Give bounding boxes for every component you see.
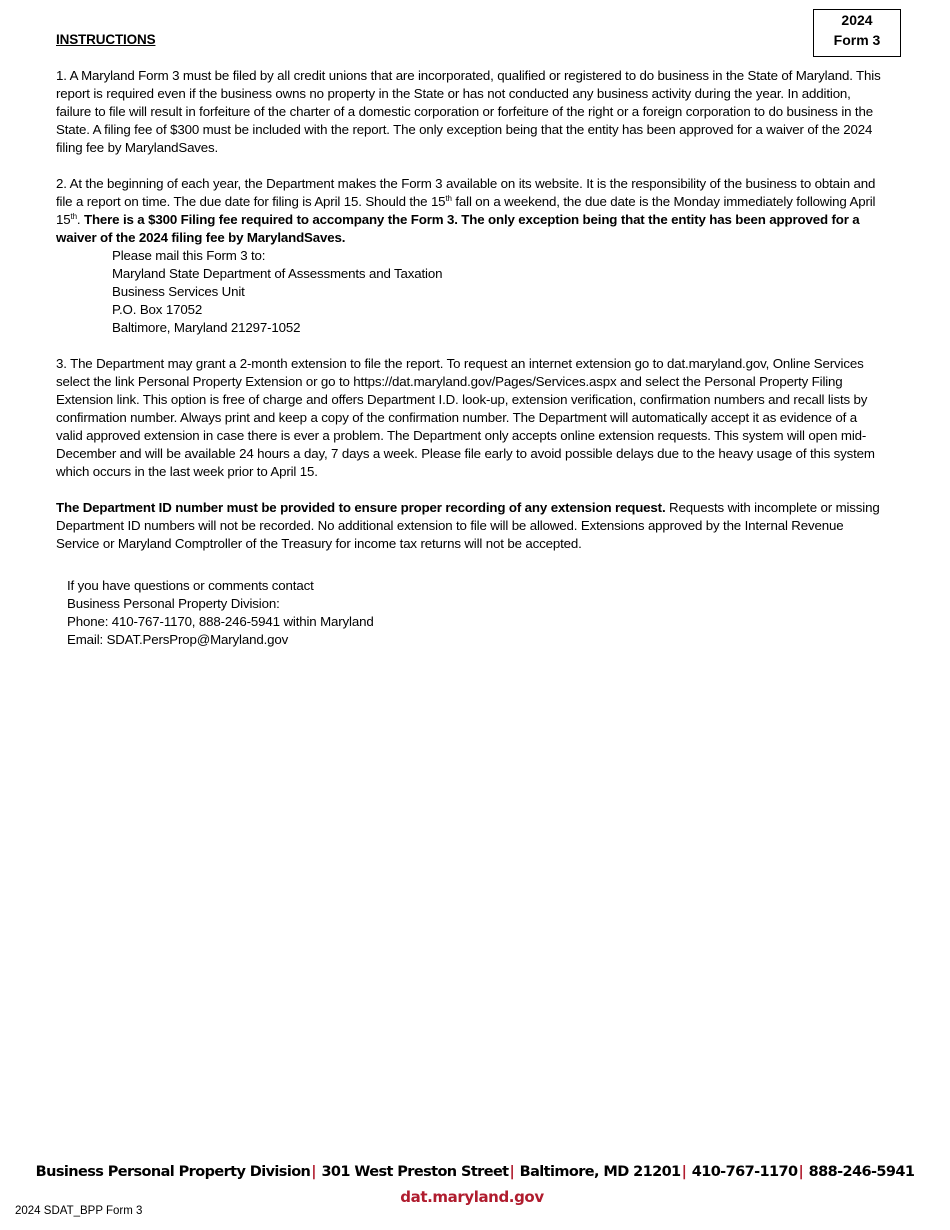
- footer-phone-1: 410-767-1170: [691, 1164, 798, 1180]
- footer-separator: |: [311, 1164, 316, 1180]
- form-name: Form 3: [833, 32, 881, 48]
- footer-separator: |: [798, 1164, 804, 1180]
- footer-city: Baltimore, MD 21201: [519, 1164, 681, 1180]
- para2-superscript-1: th: [445, 194, 452, 203]
- contact-line-2: Business Personal Property Division:: [67, 596, 280, 611]
- contact-phone: Phone: 410-767-1170, 888-246-5941 within Maryland: [67, 614, 374, 629]
- contact-info: [67, 577, 884, 649]
- para2-text-a: 2. At the beginning of each year, the Department makes the Form 3 available on its website. It is the responsibility of the business to obtain and file a report on time. The due date for filing is April 15. Should the 15: [56, 176, 876, 209]
- para2-text-b: fall on a weekend, the due date is the Monday immediately following April 15: [56, 194, 876, 227]
- para2-text-c: .: [76, 212, 81, 227]
- footer-phone-2: 888-246-5941: [808, 1164, 915, 1180]
- para2-superscript-2: th: [70, 212, 77, 221]
- mailing-address: [112, 247, 884, 337]
- department-id-notice: The Department ID number must be provided to ensure proper recording of any extension request.: [56, 500, 666, 515]
- footer-division: Business Personal Property Division: [35, 1164, 311, 1180]
- contact-line-1: If you have questions or comments contact: [67, 578, 314, 593]
- instruction-paragraph-1: 1. A Maryland Form 3 must be filed by all credit unions that are incorporated, qualified or registered to do business in the State of Maryland. This report is required even if the business owns no property in the State or has not conducted any business activity during the year. In addition, failure to file will result in forfeiture of the charter of a domestic corporation or forfeiture of the right or a foreign corporation to do business in the State. A filing fee of $300 must be included with the report. The only exception being that the entity has been approved for a waiver of the 2024 filing fee by MarylandSaves.: [56, 68, 881, 155]
- page-title: INSTRUCTIONS: [56, 32, 156, 47]
- footer-separator: |: [509, 1164, 515, 1180]
- footer-address-line: [0, 1164, 950, 1180]
- footer-website: dat.maryland.gov: [400, 1188, 544, 1206]
- para4-text: Requests with incomplete or missing Department ID numbers will not be recorded. No additional extension to file will be allowed. Extensions approved by the Internal Revenue Service or Maryland Comptroller of the Treasury for income tax returns will not be accepted.: [56, 500, 880, 551]
- mail-line-4: Baltimore, Maryland 21297-1052: [112, 320, 301, 335]
- mail-intro: Please mail this Form 3 to:: [112, 248, 266, 263]
- mail-line-3: P.O. Box 17052: [112, 302, 203, 317]
- contact-email: Email: SDAT.PersProp@Maryland.gov: [67, 632, 289, 647]
- instruction-paragraph-3: 3. The Department may grant a 2-month extension to file the report. To request an internet extension go to dat.maryland.gov, Online Services select the link Personal Property Extension or go to https://dat.maryland.gov/Pages/Services.aspx and select the Personal Property Filing Extension link. This option is free of charge and offers Department I.D. look-up, extension verification, confirmation numbers and recall lists by confirmation number. Always print and keep a copy of the confirmation number. The Department will automatically accept it as evidence of a valid approved extension in case there is ever a problem. The Department only accepts online extension requests. This system will open mid-December and will be available 24 hours a day, 7 days a week. Please file early to avoid possible delays due to the heavy usage of this system which occurs in the last week prior to April 15.: [56, 356, 875, 479]
- instructions-document: [56, 31, 884, 649]
- mail-line-1: Maryland State Department of Assessments and Taxation: [112, 266, 443, 281]
- instruction-paragraph-2: [56, 175, 884, 247]
- mail-line-2: Business Services Unit: [112, 284, 245, 299]
- instruction-paragraph-4: [56, 499, 884, 553]
- filing-fee-notice: There is a $300 Filing fee required to accompany the Form 3. The only exception being that the entity has been approved for a waiver of the 2024 filing fee by MarylandSaves.: [56, 212, 860, 245]
- footer-street: 301 West Preston Street: [321, 1164, 509, 1180]
- footer-separator: |: [681, 1164, 687, 1180]
- form-year: 2024: [841, 12, 873, 28]
- page-identifier: 2024 SDAT_BPP Form 3: [15, 1205, 143, 1217]
